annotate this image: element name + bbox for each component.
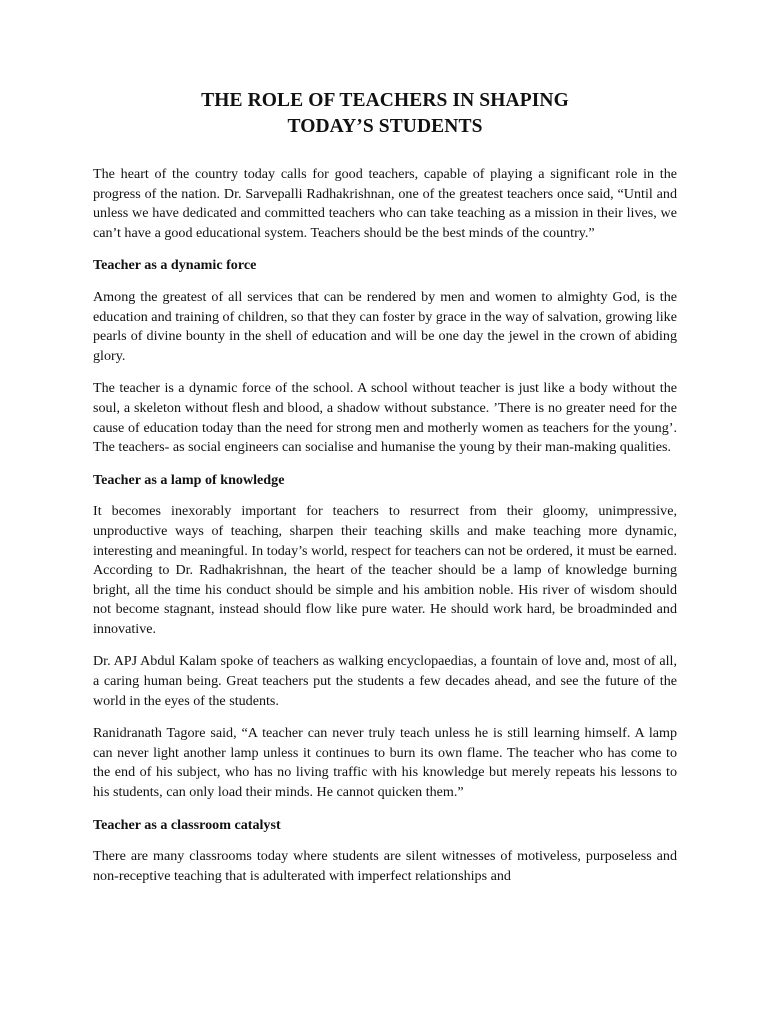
paragraph: Dr. APJ Abdul Kalam spoke of teachers as walking encyclopaedias, a fountain of love and, most of all, a caring human being. Great teachers put the students a few decades ahead, and see the future of the world in the eyes of the students.	[93, 653, 677, 709]
document-page	[93, 88, 677, 899]
section-heading-dynamic-force: Teacher as a dynamic force	[93, 257, 257, 274]
paragraph: It becomes inexorably important for teachers to resurrect from their gloomy, unimpressive, unproductive ways of teaching, sharpen their teaching skills and make teaching more dynamic, interesting and meaningful. In today’s world, respect for teachers can not be ordered, it must be earned. According to Dr. Radhakrishnan, the heart of the teacher should be a lamp of knowledge burning bright, all the time his conduct should be simple and his ambition noble. His river of wisdom should not become stagnant, instead should flow like pure water. He should work hard, be broadminded and innovative.	[93, 503, 677, 637]
paragraph: Among the greatest of all services that can be rendered by men and women to almighty God, is the education and training of children, so that they can foster by grace in the way of salvation, growing like pearls of divine bounty in the shell of education and will be one day the jewel in the crown of abiding glory.	[93, 288, 677, 364]
section-heading-lamp-of-knowledge: Teacher as a lamp of knowledge	[93, 471, 285, 488]
document-title	[93, 88, 677, 140]
paragraph: Ranidranath Tagore said, “A teacher can never truly teach unless he is still learning himself. A lamp can never light another lamp unless it continues to burn its own flame. The teacher who has come to the end of his subject, who has no living traffic with his knowledge but merely repeats his lessons to his students, can only load their minds. He cannot quicken them.”	[93, 725, 677, 801]
intro-paragraph: The heart of the country today calls for good teachers, capable of playing a significant role in the progress of the nation. Dr. Sarvepalli Radhakrishnan, one of the greatest teachers once said, “Until and unless we have dedicated and committed teachers who can take teaching as a mission in their lives, we can’t have a good educational system. Teachers should be the best minds of the country.”	[93, 166, 677, 241]
title-line-1: THE ROLE OF TEACHERS IN SHAPING	[201, 90, 569, 111]
section-heading-classroom-catalyst: Teacher as a classroom catalyst	[93, 816, 281, 833]
paragraph: There are many classrooms today where students are silent witnesses of motiveless, purposeless and non-receptive teaching that is adulterated with imperfect relationships and	[93, 848, 677, 884]
paragraph: The teacher is a dynamic force of the school. A school without teacher is just like a body without the soul, a skeleton without flesh and blood, a shadow without substance. ’There is no greater need for the cause of education today than the need for strong men and motherly women as teachers for the young’. The teachers- as social engineers can socialise and humanise the young by their man-making qualities.	[93, 380, 677, 456]
title-line-2: TODAY’S STUDENTS	[287, 116, 483, 137]
